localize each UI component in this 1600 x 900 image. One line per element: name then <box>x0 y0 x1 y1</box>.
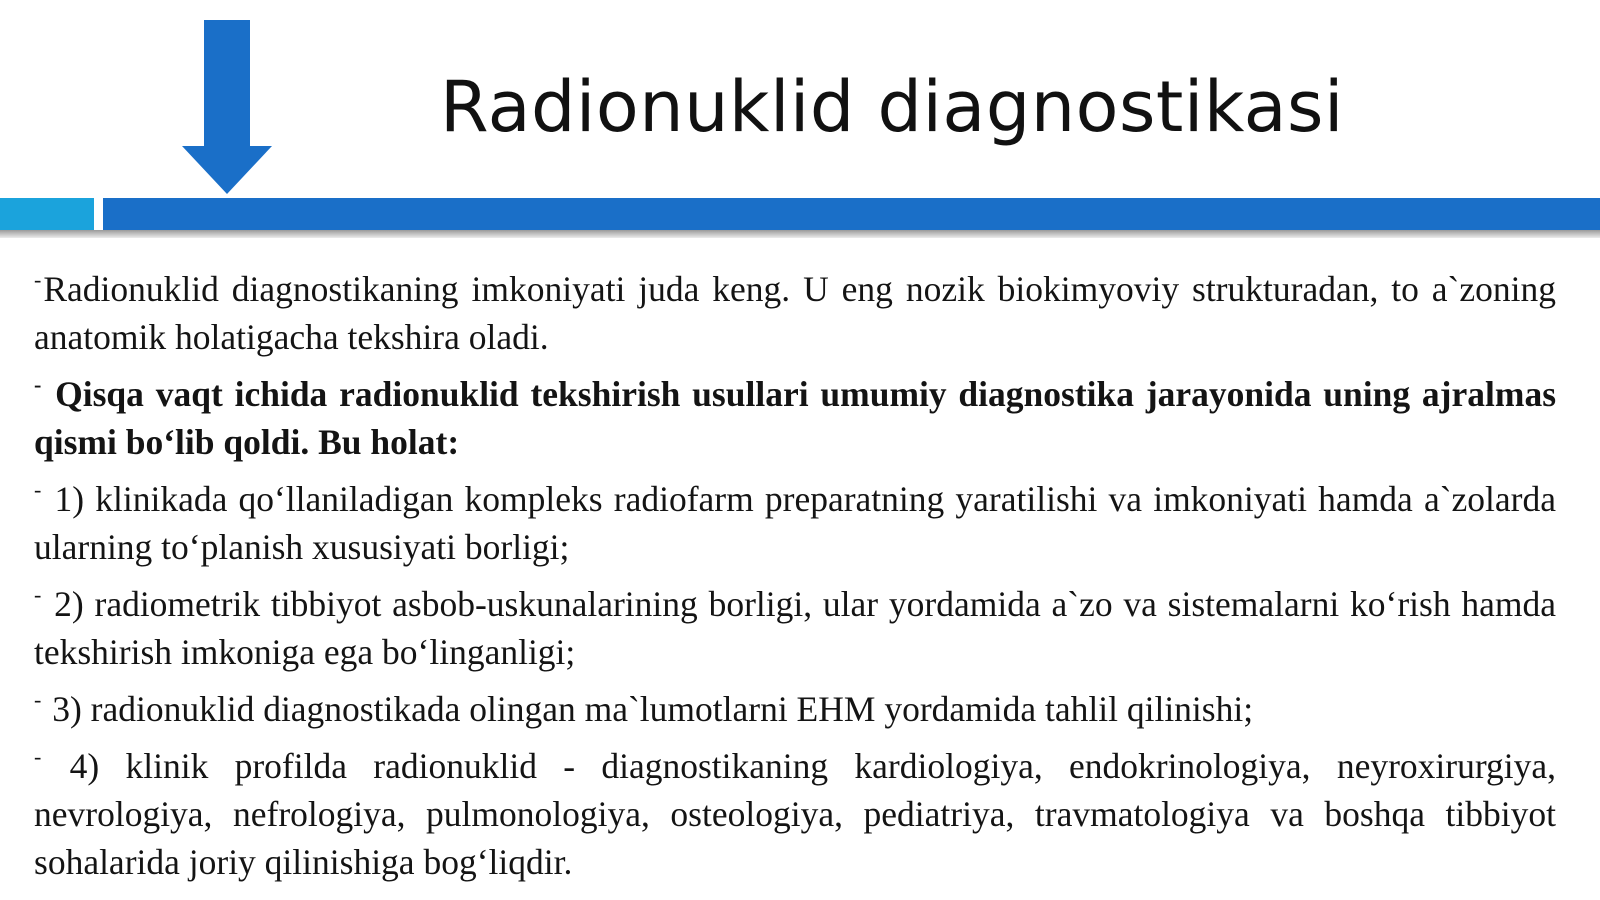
paragraph-2 <box>34 361 1556 466</box>
paragraph-text: Qisqa vaqt ichida radionuklid tekshirish usullari umumiy diagnostika jarayonida uning ajralmas qismi bo‘lib qoldi. Bu holat: <box>34 374 1557 462</box>
paragraph-4 <box>34 571 1556 676</box>
bullet-dash: - <box>34 687 42 712</box>
paragraph-3 <box>34 466 1556 571</box>
slide-body <box>34 256 1556 886</box>
bullet-dash: - <box>34 267 42 292</box>
paragraph-1 <box>34 256 1556 361</box>
bullet-dash: - <box>34 744 42 769</box>
paragraph-5 <box>34 676 1556 733</box>
paragraph-text: 2) radiometrik tibbiyot asbob-uskunalarining borligi, ular yordamida a`zo va sistemalarni ko‘rish hamda tekshirish imkoniga ega bo‘linganligi; <box>34 584 1556 672</box>
slide-title: Radionuklid diagnostikasi <box>440 66 1344 148</box>
paragraph-text: Radionuklid diagnostikaning imkoniyati juda keng. U eng nozik biokimyoviy strukturadan, to a`zoning anatomik holatigacha tekshira oladi. <box>34 269 1556 357</box>
paragraph-text: 3) radionuklid diagnostikada olingan ma`lumotlarni EHM yordamida tahlil qilinishi; <box>52 689 1254 729</box>
paragraph-6 <box>34 733 1556 886</box>
down-arrow-icon <box>182 18 272 196</box>
paragraph-text: 1) klinikada qo‘llaniladigan kompleks radiofarm preparatning yaratilishi va imkoniyati hamda a`zolarda ularning to‘planish xususiyati borligi; <box>34 479 1557 567</box>
header-band-main <box>103 198 1600 230</box>
paragraph-text: 4) klinik profilda radionuklid - diagnostikaning kardiologiya, endokrinologiya, neyroxirurgiya, nevrologiya, nefrologiya, pulmonologiya, osteologiya, pediatriya, travmatologiya va boshqa tibbiyot sohalarida joriy qilinishiga bog‘liqdir. <box>34 746 1557 882</box>
header-band-left <box>0 198 94 230</box>
bullet-dash: - <box>34 477 42 502</box>
bullet-dash: - <box>34 372 42 397</box>
bullet-dash: - <box>34 582 42 607</box>
header-band-shadow <box>0 230 1600 238</box>
